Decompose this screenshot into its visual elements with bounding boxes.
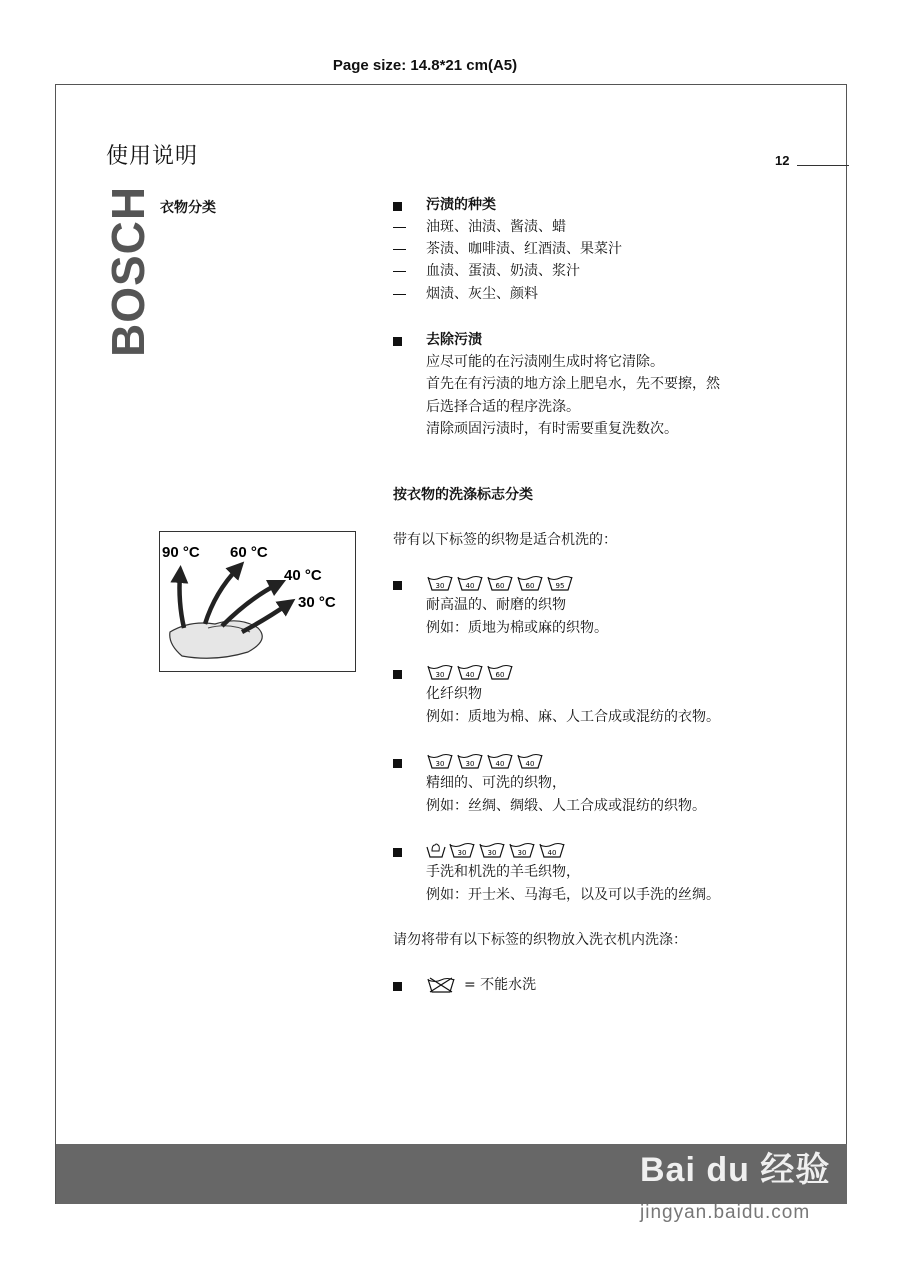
svg-text:60: 60	[495, 671, 505, 679]
removal-heading: 去除污渍	[426, 332, 482, 348]
care-symbols-row	[426, 841, 566, 859]
dash-icon	[393, 238, 406, 261]
removal-line: 后选择合适的程序洗涤。	[426, 399, 580, 415]
bullet-icon	[393, 842, 402, 865]
svg-text:40: 40	[465, 671, 475, 679]
removal-line: 首先在有污渍的地方涂上肥皂水，先不要擦，然	[426, 376, 720, 392]
watermark-url: jingyan.baidu.com	[640, 1202, 811, 1223]
section-label: 衣物分类	[160, 200, 216, 216]
brand-logo: BOSCH	[102, 185, 154, 357]
wash-tub-icon	[448, 842, 476, 858]
wash-tub-icon	[546, 575, 574, 591]
care-symbols-row	[426, 574, 574, 592]
svg-text:60: 60	[495, 582, 505, 590]
bullet-icon	[393, 331, 402, 354]
bullet-icon	[393, 753, 402, 776]
baidu-watermark	[640, 1150, 830, 1224]
hand-wash-icon	[426, 842, 446, 858]
stain-item: 油斑、油渍、酱渍、蜡	[426, 219, 566, 235]
svg-text:30: 30	[435, 671, 445, 679]
category-example: 例如：开士米、马海毛，以及可以手洗的丝绸。	[426, 887, 720, 903]
wash-tub-icon	[426, 664, 454, 680]
wash-tub-icon	[456, 753, 484, 769]
svg-text:40: 40	[547, 849, 557, 857]
svg-text:40: 40	[495, 760, 505, 768]
wash-tub-icon	[456, 664, 484, 680]
svg-text:30: 30	[435, 582, 445, 590]
stain-item: 茶渍、咖啡渍、红酒渍、果菜汁	[426, 241, 622, 257]
wash-tub-icon	[486, 664, 514, 680]
svg-text:60: 60	[525, 582, 535, 590]
page-number: 12	[775, 153, 790, 168]
wash-tub-icon	[486, 575, 514, 591]
dash-icon	[393, 283, 406, 306]
svg-text:40: 40	[525, 760, 535, 768]
svg-text:30: 30	[517, 849, 527, 857]
wash-tub-icon	[508, 842, 536, 858]
svg-text:30: 30	[487, 849, 497, 857]
bullet-icon	[393, 976, 402, 999]
care-symbols-row	[426, 752, 544, 770]
dash-icon	[393, 216, 406, 239]
bullet-icon	[393, 664, 402, 687]
svg-text:40: 40	[465, 582, 475, 590]
svg-text:30: 30	[465, 760, 475, 768]
stains-heading: 污渍的种类	[426, 197, 496, 213]
page-number-rule	[797, 165, 849, 166]
page-title: 使用说明	[106, 144, 199, 169]
wash-tub-icon	[426, 753, 454, 769]
svg-text:30: 30	[457, 849, 467, 857]
watermark-main: Bai du 经验	[640, 1151, 831, 1189]
do-not-wash-icon	[426, 977, 456, 993]
svg-text:30: 30	[435, 760, 445, 768]
category-description: 手洗和机洗的羊毛织物，	[426, 864, 580, 880]
wash-tub-icon	[426, 575, 454, 591]
temp-label-40: 40 °C	[284, 567, 322, 584]
machine-washable-intro: 带有以下标签的织物是适合机洗的：	[393, 532, 617, 548]
classification-heading: 按衣物的洗涤标志分类	[393, 487, 533, 503]
wash-tub-icon	[478, 842, 506, 858]
care-symbols-row	[426, 663, 514, 681]
wash-tub-icon	[538, 842, 566, 858]
wash-tub-icon	[516, 753, 544, 769]
category-description: 精细的、可洗的织物，	[426, 775, 566, 791]
removal-line: 应尽可能的在污渍刚生成时将它清除。	[426, 354, 664, 370]
temp-label-30: 30 °C	[298, 594, 336, 611]
arrow-30	[242, 604, 288, 632]
wash-tub-icon	[486, 753, 514, 769]
removal-line: 清除顽固污渍时，有时需要重复洗数次。	[426, 421, 678, 437]
svg-text:95: 95	[555, 582, 565, 590]
no-wash-row	[426, 974, 536, 997]
dash-icon	[393, 260, 406, 283]
temp-label-90: 90 °C	[162, 544, 200, 561]
category-example: 例如：丝绸、绸缎、人工合成或混纺的织物。	[426, 798, 706, 814]
temperature-figure	[159, 531, 356, 672]
temperature-arrows-illustration	[160, 532, 354, 670]
not-washable-label: = 不能水洗	[464, 977, 537, 993]
arrow-40	[222, 584, 278, 626]
not-washable-intro: 请勿将带有以下标签的织物放入洗衣机内洗涤：	[393, 932, 687, 948]
category-description: 化纤织物	[426, 686, 482, 702]
category-example: 例如：质地为棉或麻的织物。	[426, 620, 608, 636]
stain-item: 烟渍、灰尘、颜料	[426, 286, 538, 302]
bullet-icon	[393, 575, 402, 598]
stain-item: 血渍、蛋渍、奶渍、浆汁	[426, 263, 580, 279]
temp-label-60: 60 °C	[230, 544, 268, 561]
category-description: 耐高温的、耐磨的织物	[426, 597, 566, 613]
page-size-note: Page size: 14.8*21 cm(A5)	[332, 57, 518, 74]
wash-tub-icon	[516, 575, 544, 591]
category-example: 例如：质地为棉、麻、人工合成或混纺的衣物。	[426, 709, 720, 725]
wash-tub-icon	[456, 575, 484, 591]
arrow-90	[180, 574, 185, 628]
